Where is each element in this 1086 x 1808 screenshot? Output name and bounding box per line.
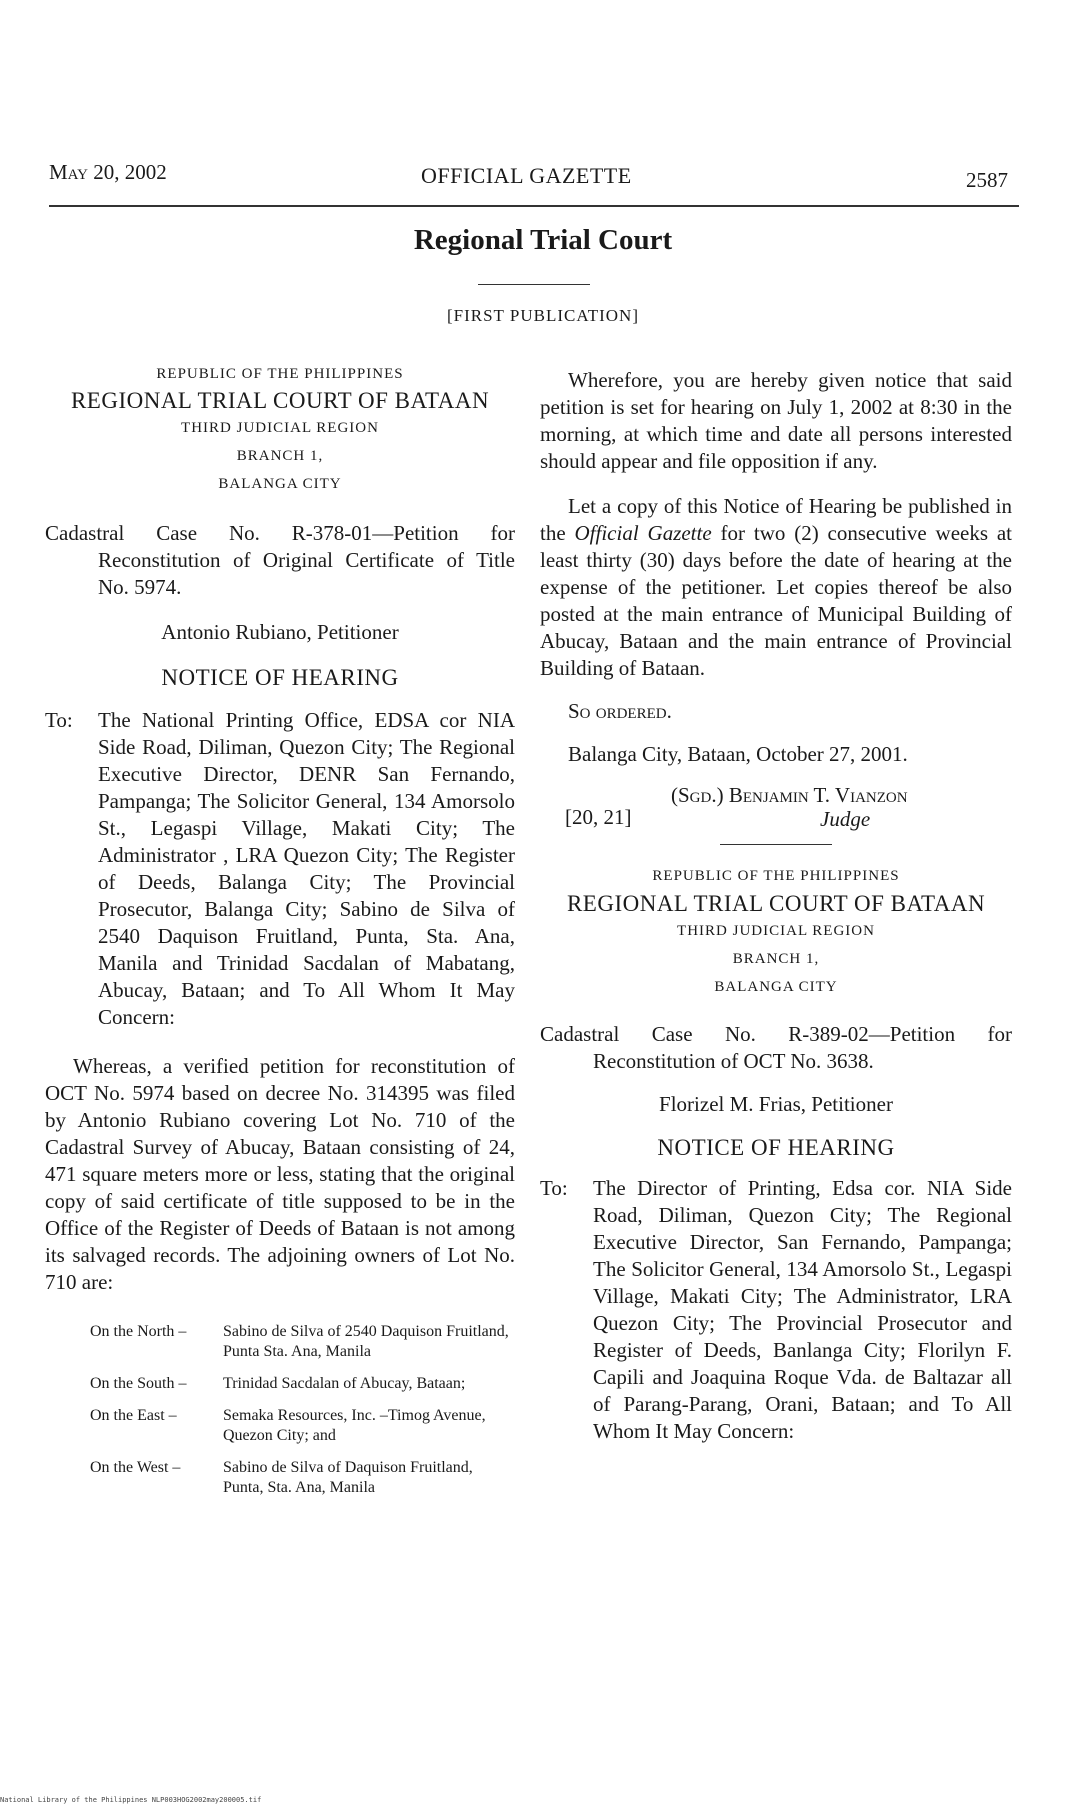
so-ordered-text: So ordered.	[568, 699, 672, 723]
page-number: 2587	[966, 168, 1008, 192]
boundary-row	[90, 1322, 515, 1362]
city-line-2: BALANGA CITY	[714, 979, 838, 995]
notice-heading: NOTICE OF HEARING	[161, 665, 399, 690]
addressee-block-2	[540, 1175, 1012, 1445]
publication-paragraph	[540, 493, 1012, 682]
branch-line-2: BRANCH 1,	[732, 951, 820, 967]
boundary-row	[90, 1374, 515, 1394]
branch-line: BRANCH 1,	[236, 448, 324, 464]
gazette-name: Official Gazette	[574, 521, 712, 545]
republic-line-2: REPUBLIC OF THE PHILIPPINES	[652, 868, 900, 884]
boundary-side: On the West –	[90, 1459, 181, 1476]
header-date: May 20, 2002	[49, 160, 167, 184]
issue-numbers: [20, 21]	[565, 805, 632, 829]
scan-footer: National Library of the Philippines NLP003HOG2002may200005.tif	[0, 1796, 262, 1804]
left-column	[45, 361, 515, 1510]
boundary-owner: Sabino de Silva of 2540 Daquison Fruitland, Punta Sta. Ana, Manila	[223, 1323, 509, 1360]
petitioner-line: Antonio Rubiano, Petitioner	[161, 620, 399, 644]
court-name: REGIONAL TRIAL COURT OF BATAAN	[70, 388, 490, 413]
boundary-side: On the East –	[90, 1407, 177, 1424]
notice-heading-2: NOTICE OF HEARING	[657, 1135, 895, 1160]
judge-title: Judge	[820, 807, 871, 831]
boundary-side: On the South –	[90, 1375, 187, 1392]
addressee-list: The National Printing Office, EDSA cor NIA Side Road, Diliman, Quezon City; The Regional Executive Director, DENR San Fernando, Pampanga; The Solicitor General, 134 Amorsolo St., Legaspi Village, Makati City; The Administrator , LRA Quezon City; The Register of Deeds, Balanga City; The Provincial Prosecutor, Balanga City; Sabino de Silva of 2540 Daquison Fruitland, Punta, Sta. Ana, Manila and Trinidad Sacdalan of Mabatang, Abucay, Bataan; and To All Whom It May Concern:	[98, 708, 515, 1029]
boundary-owner: Semaka Resources, Inc. –Timog Avenue, Quezon City; and	[223, 1407, 486, 1444]
whereas-paragraph: Whereas, a verified petition for reconstitution of OCT No. 5974 based on decree No. 314395 was filed by Antonio Rubiano covering Lot No. 710 of the Cadastral Survey of Abucay, Bataan consisting of 24, 471 square meters more or less, stating that the original copy of said certificate of title supposed to be in the Office of the Register of Deeds of Bataan is not among its salvaged records. The adjoining owners of Lot No. 710 are:	[45, 1054, 515, 1294]
to-label-2: To:	[540, 1176, 568, 1200]
region-line: THIRD JUDICIAL REGION	[181, 420, 379, 436]
addressee-list-2: The Director of Printing, Edsa cor. NIA Side Road, Diliman, Quezon City; The Regional Executive Director, San Fernando, Pampanga; The Solicitor General, 134 Amorsolo St., Legaspi Village, Makati City; The Administrator, LRA Quezon City; The Provincial Prosecutor and Register of Deeds, Banlanga City; Florilyn F. Capili and Joaquina Roque Vda. de Baltazar all of Parang-Parang, Orani, Bataan; and To All Whom It May Concern:	[593, 1176, 1012, 1443]
case-title: Cadastral Case No. R-378-01—Petition for Reconstitution of Original Certificate of Title No. 5974.	[45, 521, 515, 599]
region-line-2: THIRD JUDICIAL REGION	[677, 923, 875, 939]
notice-divider	[720, 844, 832, 845]
wherefore-paragraph: Wherefore, you are hereby given notice that said petition is set for hearing on July 1, 2002 at 8:30 in the morning, at which time and date all persons interested should appear and file opposition if any.	[540, 368, 1012, 473]
boundary-row	[90, 1406, 515, 1446]
judge-signature: (Sgd.) Benjamin T. Vianzon	[671, 783, 908, 807]
boundary-side: On the North –	[90, 1323, 187, 1340]
section-rule	[478, 284, 590, 285]
section-title: Regional Trial Court	[413, 224, 673, 256]
publication-text-end: for two (2) consecutive weeks at least thirty (30) days before the date of hearing at the expense of the petitioner. Let copies thereof be also posted at the main entrance of Municipal Building of Abucay, Bataan and the main entrance of Provincial Building of Bataan.	[540, 521, 1013, 680]
boundary-owner: Trinidad Sacdalan of Abucay, Bataan;	[223, 1375, 466, 1392]
case-title-2: Cadastral Case No. R-389-02—Petition for Reconstitution of OCT No. 3638.	[540, 1022, 1012, 1073]
place-date: Balanga City, Bataan, October 27, 2001.	[568, 742, 908, 766]
boundaries-list	[45, 1322, 515, 1498]
so-ordered	[540, 698, 1012, 725]
petitioner-line-2: Florizel M. Frias, Petitioner	[659, 1092, 893, 1116]
publication-label: [FIRST PUBLICATION]	[446, 306, 639, 325]
header-title: OFFICIAL GAZETTE	[421, 163, 632, 188]
right-column	[540, 367, 1012, 1445]
republic-line: REPUBLIC OF THE PHILIPPINES	[156, 366, 404, 382]
boundary-owner: Sabino de Silva of Daquison Fruitland, Punta, Sta. Ana, Manila	[223, 1459, 473, 1496]
court-name-2: REGIONAL TRIAL COURT OF BATAAN	[566, 891, 986, 916]
publication-text-start: Let a copy of this Notice of Hearing be published in the	[540, 494, 1012, 545]
header-rule	[49, 205, 1019, 207]
addressee-block	[45, 707, 515, 1031]
signature-block	[540, 782, 1012, 834]
to-label: To:	[45, 708, 73, 732]
boundary-row	[90, 1458, 515, 1498]
city-line: BALANGA CITY	[218, 476, 342, 492]
